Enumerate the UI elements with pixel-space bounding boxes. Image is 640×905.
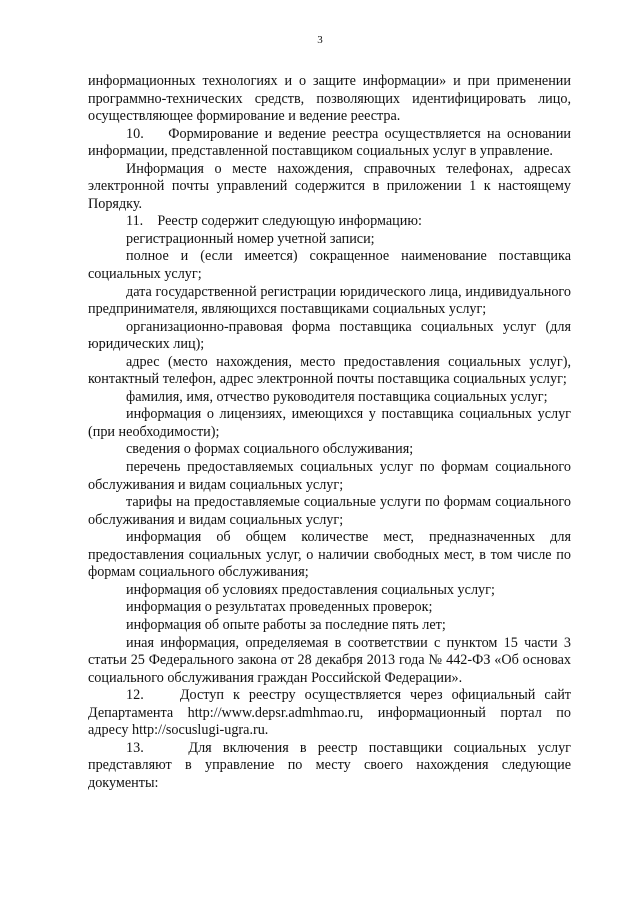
list-item: информация о лицензиях, имеющихся у поставщика социальных услуг (при необходимости);	[88, 406, 571, 440]
paragraph: 11. Реестр содержит следующую информацию:	[126, 213, 422, 230]
document-body	[88, 73, 571, 792]
paragraph: 12. Доступ к реестру осуществляется через официальный сайт Департамента http://www.depsr.admhmao.ru, информационный портал по адресу http://socuslugi-ugra.ru.	[88, 687, 571, 739]
paragraph: информационных технологиях и о защите информации» и при применении программно-технических средств, позволяющих идентифицировать лицо, осуществляющее формирование и ведение реестра.	[88, 73, 571, 125]
paragraph: Информация о месте нахождения, справочных телефонах, адресах электронной почты управлений содержится в приложении 1 к настоящему Порядку.	[88, 160, 571, 212]
list-item: полное и (если имеется) сокращенное наименование поставщика социальных услуг;	[88, 248, 571, 283]
list-item: информация о результатах проведенных проверок;	[126, 599, 433, 616]
paragraph: 10. Формирование и ведение реестра осуществляется на основании информации, представленной поставщиком социальных услуг в управление.	[88, 125, 571, 160]
list-item: тарифы на предоставляемые социальные услуги по формам социального обслуживания и видам социальных услуг;	[88, 494, 571, 528]
list-item: информация об общем количестве мест, предназначенных для предоставления социальных услуг, о наличии свободных мест, в том числе по формам социального обслуживания;	[88, 529, 571, 581]
list-item: регистрационный номер учетной записи;	[126, 230, 375, 247]
list-item: сведения о формах социального обслуживания;	[126, 441, 414, 458]
list-item: перечень предоставляемых социальных услуг по формам социального обслуживания и видам социальных услуг;	[88, 459, 571, 493]
list-item: дата государственной регистрации юридического лица, индивидуального предпринимателя, являющихся поставщиками социальных услуг;	[88, 283, 571, 318]
list-item: организационно-правовая форма поставщика социальных услуг (для юридических лиц);	[88, 318, 571, 353]
list-item: информация об опыте работы за последние пять лет;	[126, 616, 446, 633]
paragraph: 13. Для включения в реестр поставщики социальных услуг представляют в управление по месту своего нахождения следующие документы:	[88, 739, 571, 791]
list-item: адрес (место нахождения, место предоставления социальных услуг), контактный телефон, адрес электронной почты поставщика социальных услуг;	[88, 353, 571, 388]
page-number: 3	[317, 34, 323, 46]
list-item: иная информация, определяемая в соответствии с пунктом 15 части 3 статьи 25 Федерального закона от 28 декабря 2013 года № 442-ФЗ «Об основах социального обслуживания граждан Российской Федерации».	[88, 634, 571, 686]
list-item: фамилия, имя, отчество руководителя поставщика социальных услуг;	[126, 388, 548, 405]
list-item: информация об условиях предоставления социальных услуг;	[126, 581, 495, 598]
